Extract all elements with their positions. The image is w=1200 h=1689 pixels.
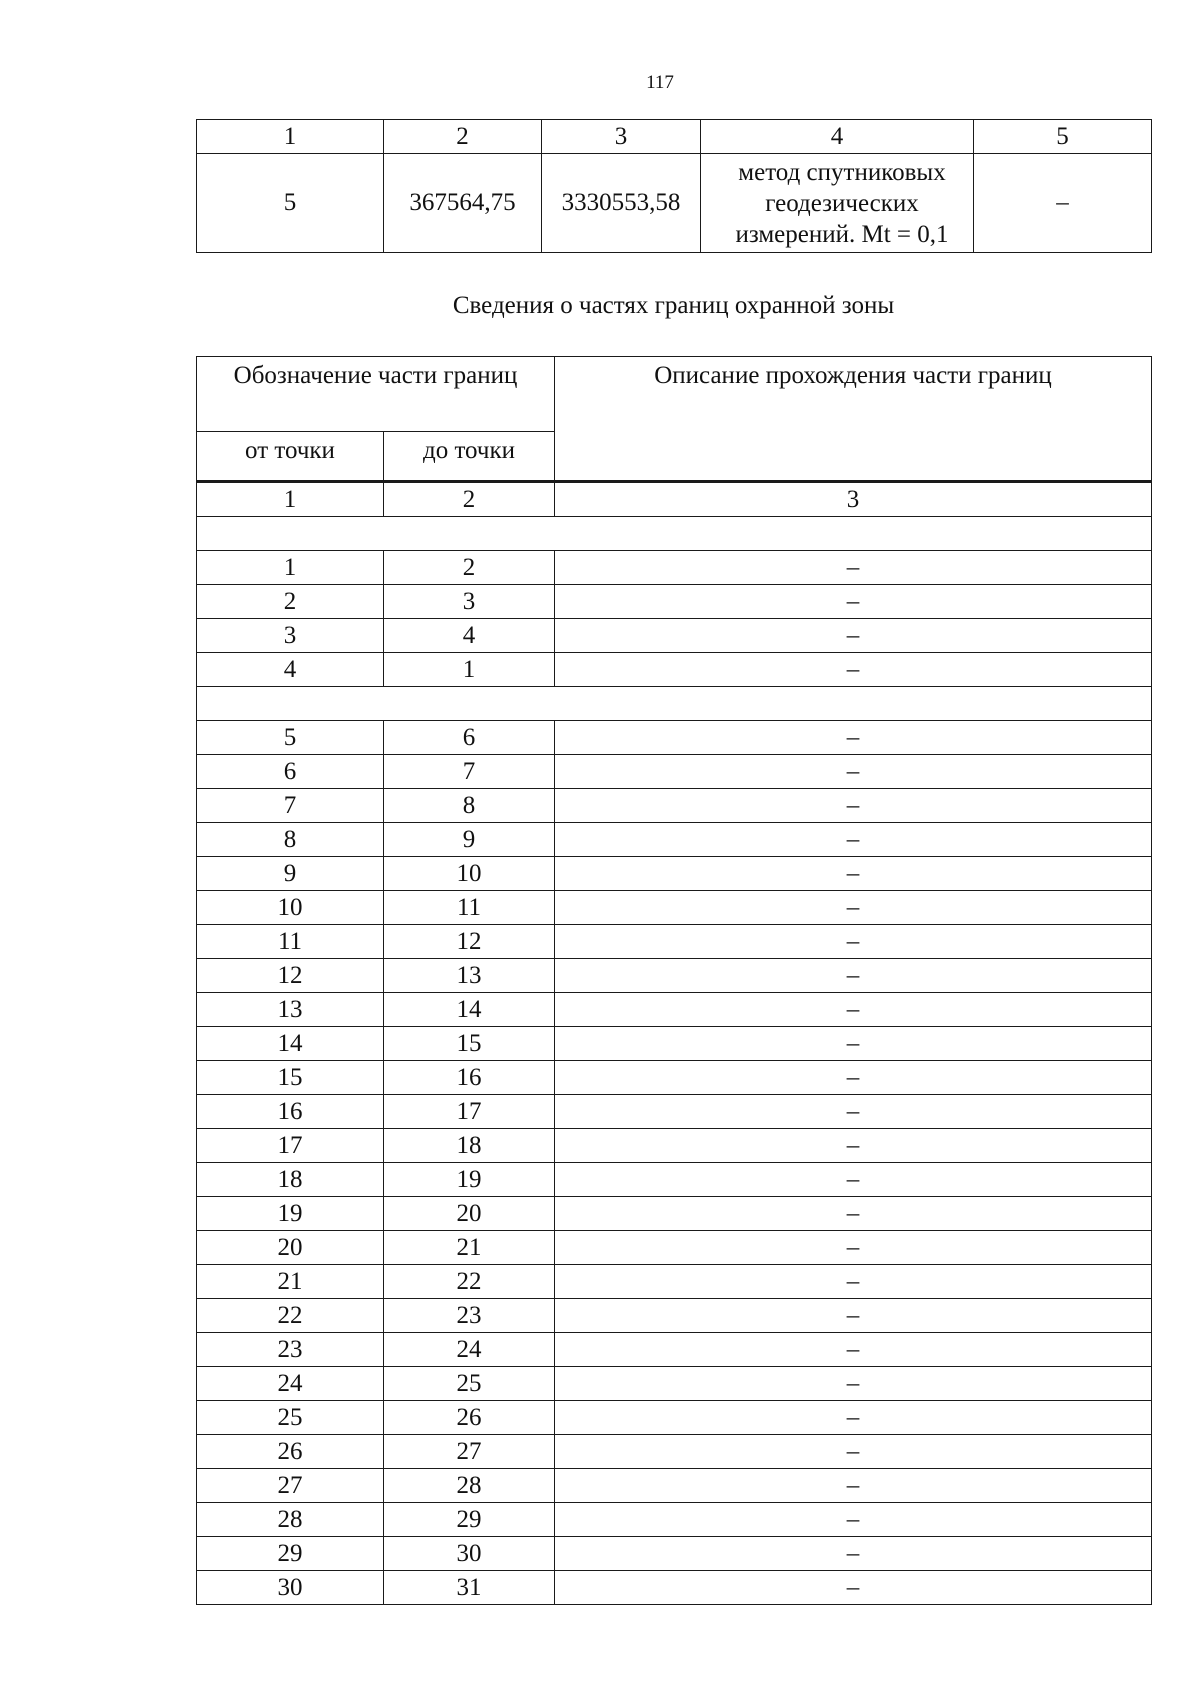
from-point: 11 bbox=[197, 925, 384, 959]
from-point: 3 bbox=[197, 619, 384, 653]
table-row bbox=[197, 585, 1152, 619]
header-boundary-description: Описание прохождения части границ bbox=[555, 357, 1152, 482]
part-description: – bbox=[555, 1265, 1152, 1299]
group-separator-row bbox=[197, 687, 1152, 721]
part-description: – bbox=[555, 1333, 1152, 1367]
to-point: 13 bbox=[384, 959, 555, 993]
table-row bbox=[197, 1401, 1152, 1435]
part-description: – bbox=[555, 1299, 1152, 1333]
column-number: 1 bbox=[197, 120, 384, 154]
part-description: – bbox=[555, 619, 1152, 653]
from-point: 10 bbox=[197, 891, 384, 925]
to-point: 3 bbox=[384, 585, 555, 619]
part-description: – bbox=[555, 1061, 1152, 1095]
parts-header-row bbox=[197, 357, 1152, 432]
table-row bbox=[197, 1469, 1152, 1503]
to-point: 2 bbox=[384, 551, 555, 585]
from-point: 27 bbox=[197, 1469, 384, 1503]
parts-column-numbers-row bbox=[197, 482, 1152, 517]
part-description: – bbox=[555, 959, 1152, 993]
to-point: 18 bbox=[384, 1129, 555, 1163]
from-point: 29 bbox=[197, 1537, 384, 1571]
table-row bbox=[197, 1571, 1152, 1605]
table-row bbox=[197, 891, 1152, 925]
column-number: 1 bbox=[197, 482, 384, 517]
from-point: 9 bbox=[197, 857, 384, 891]
coordinate-x: 367564,75 bbox=[384, 154, 542, 253]
to-point: 6 bbox=[384, 721, 555, 755]
table-row bbox=[197, 1367, 1152, 1401]
column-number: 2 bbox=[384, 482, 555, 517]
from-point: 6 bbox=[197, 755, 384, 789]
part-description: – bbox=[555, 1231, 1152, 1265]
from-point: 2 bbox=[197, 585, 384, 619]
part-description: – bbox=[555, 1435, 1152, 1469]
from-point: 17 bbox=[197, 1129, 384, 1163]
to-point: 8 bbox=[384, 789, 555, 823]
from-point: 23 bbox=[197, 1333, 384, 1367]
method-line: геодезических bbox=[765, 189, 919, 217]
from-point: 21 bbox=[197, 1265, 384, 1299]
to-point: 28 bbox=[384, 1469, 555, 1503]
table-row bbox=[197, 1129, 1152, 1163]
from-point: 16 bbox=[197, 1095, 384, 1129]
to-point: 23 bbox=[384, 1299, 555, 1333]
from-point: 30 bbox=[197, 1571, 384, 1605]
part-description: – bbox=[555, 823, 1152, 857]
to-point: 17 bbox=[384, 1095, 555, 1129]
column-number: 2 bbox=[384, 120, 542, 154]
to-point: 14 bbox=[384, 993, 555, 1027]
to-point: 10 bbox=[384, 857, 555, 891]
from-point: 19 bbox=[197, 1197, 384, 1231]
part-description: – bbox=[555, 925, 1152, 959]
table-row bbox=[197, 1061, 1152, 1095]
to-point: 22 bbox=[384, 1265, 555, 1299]
table-row bbox=[197, 653, 1152, 687]
to-point: 7 bbox=[384, 755, 555, 789]
column-number: 3 bbox=[542, 120, 701, 154]
part-description: – bbox=[555, 857, 1152, 891]
to-point: 12 bbox=[384, 925, 555, 959]
part-description: – bbox=[555, 891, 1152, 925]
part-description: – bbox=[555, 1401, 1152, 1435]
to-point: 19 bbox=[384, 1163, 555, 1197]
boundary-parts-table bbox=[196, 356, 1152, 1605]
from-point: 25 bbox=[197, 1401, 384, 1435]
table-row bbox=[197, 1163, 1152, 1197]
column-number: 3 bbox=[555, 482, 1152, 517]
from-point: 26 bbox=[197, 1435, 384, 1469]
group-separator bbox=[197, 687, 1152, 721]
table-row bbox=[197, 1027, 1152, 1061]
table-row bbox=[197, 1435, 1152, 1469]
part-description: – bbox=[555, 789, 1152, 823]
from-point: 14 bbox=[197, 1027, 384, 1061]
table-row bbox=[197, 1537, 1152, 1571]
coordinate-y: 3330553,58 bbox=[542, 154, 701, 253]
from-point: 15 bbox=[197, 1061, 384, 1095]
header-to-point: до точки bbox=[384, 432, 555, 482]
from-point: 20 bbox=[197, 1231, 384, 1265]
from-point: 28 bbox=[197, 1503, 384, 1537]
to-point: 24 bbox=[384, 1333, 555, 1367]
to-point: 1 bbox=[384, 653, 555, 687]
part-description: – bbox=[555, 1571, 1152, 1605]
to-point: 15 bbox=[384, 1027, 555, 1061]
to-point: 20 bbox=[384, 1197, 555, 1231]
from-point: 8 bbox=[197, 823, 384, 857]
method-line: измерений. Mt = 0,1 bbox=[735, 220, 949, 248]
point-number: 5 bbox=[197, 154, 384, 253]
to-point: 30 bbox=[384, 1537, 555, 1571]
table-row bbox=[197, 789, 1152, 823]
section-title: Сведения о частях границ охранной зоны bbox=[452, 292, 895, 319]
table-row bbox=[197, 1231, 1152, 1265]
coordinates-table bbox=[196, 119, 1152, 253]
part-description: – bbox=[555, 653, 1152, 687]
to-point: 29 bbox=[384, 1503, 555, 1537]
page-number: 117 bbox=[646, 72, 674, 93]
from-point: 12 bbox=[197, 959, 384, 993]
table-row bbox=[197, 755, 1152, 789]
table-row bbox=[197, 925, 1152, 959]
to-point: 25 bbox=[384, 1367, 555, 1401]
from-point: 18 bbox=[197, 1163, 384, 1197]
table-row bbox=[197, 857, 1152, 891]
column-number: 4 bbox=[701, 120, 974, 154]
from-point: 4 bbox=[197, 653, 384, 687]
header-boundary-designation: Обозначение части границ bbox=[197, 357, 555, 432]
coordinates-header-row bbox=[197, 120, 1152, 154]
table-row bbox=[197, 1503, 1152, 1537]
part-description: – bbox=[555, 1163, 1152, 1197]
from-point: 7 bbox=[197, 789, 384, 823]
part-description: – bbox=[555, 551, 1152, 585]
from-point: 1 bbox=[197, 551, 384, 585]
table-row bbox=[197, 959, 1152, 993]
table-row bbox=[197, 1265, 1152, 1299]
method-line: метод спутниковых bbox=[738, 158, 946, 186]
table-row bbox=[197, 619, 1152, 653]
to-point: 9 bbox=[384, 823, 555, 857]
part-description: – bbox=[555, 1027, 1152, 1061]
table-row bbox=[197, 1333, 1152, 1367]
header-from-point: от точки bbox=[197, 432, 384, 482]
table-row bbox=[197, 823, 1152, 857]
to-point: 26 bbox=[384, 1401, 555, 1435]
table-row bbox=[197, 1299, 1152, 1333]
part-description: – bbox=[555, 721, 1152, 755]
point-description: – bbox=[974, 154, 1152, 253]
table-row bbox=[197, 993, 1152, 1027]
table-row bbox=[197, 1095, 1152, 1129]
group-separator-row bbox=[197, 517, 1152, 551]
coordinates-data-row bbox=[197, 154, 1152, 253]
part-description: – bbox=[555, 1503, 1152, 1537]
part-description: – bbox=[555, 585, 1152, 619]
table-row bbox=[197, 1197, 1152, 1231]
part-description: – bbox=[555, 1129, 1152, 1163]
from-point: 13 bbox=[197, 993, 384, 1027]
to-point: 27 bbox=[384, 1435, 555, 1469]
to-point: 31 bbox=[384, 1571, 555, 1605]
part-description: – bbox=[555, 1095, 1152, 1129]
to-point: 21 bbox=[384, 1231, 555, 1265]
determination-method bbox=[701, 154, 974, 253]
table-row bbox=[197, 551, 1152, 585]
table-row bbox=[197, 721, 1152, 755]
to-point: 4 bbox=[384, 619, 555, 653]
part-description: – bbox=[555, 1367, 1152, 1401]
part-description: – bbox=[555, 993, 1152, 1027]
part-description: – bbox=[555, 1197, 1152, 1231]
part-description: – bbox=[555, 1537, 1152, 1571]
part-description: – bbox=[555, 755, 1152, 789]
to-point: 11 bbox=[384, 891, 555, 925]
column-number: 5 bbox=[974, 120, 1152, 154]
part-description: – bbox=[555, 1469, 1152, 1503]
to-point: 16 bbox=[384, 1061, 555, 1095]
group-separator bbox=[197, 517, 1152, 551]
from-point: 22 bbox=[197, 1299, 384, 1333]
from-point: 24 bbox=[197, 1367, 384, 1401]
from-point: 5 bbox=[197, 721, 384, 755]
